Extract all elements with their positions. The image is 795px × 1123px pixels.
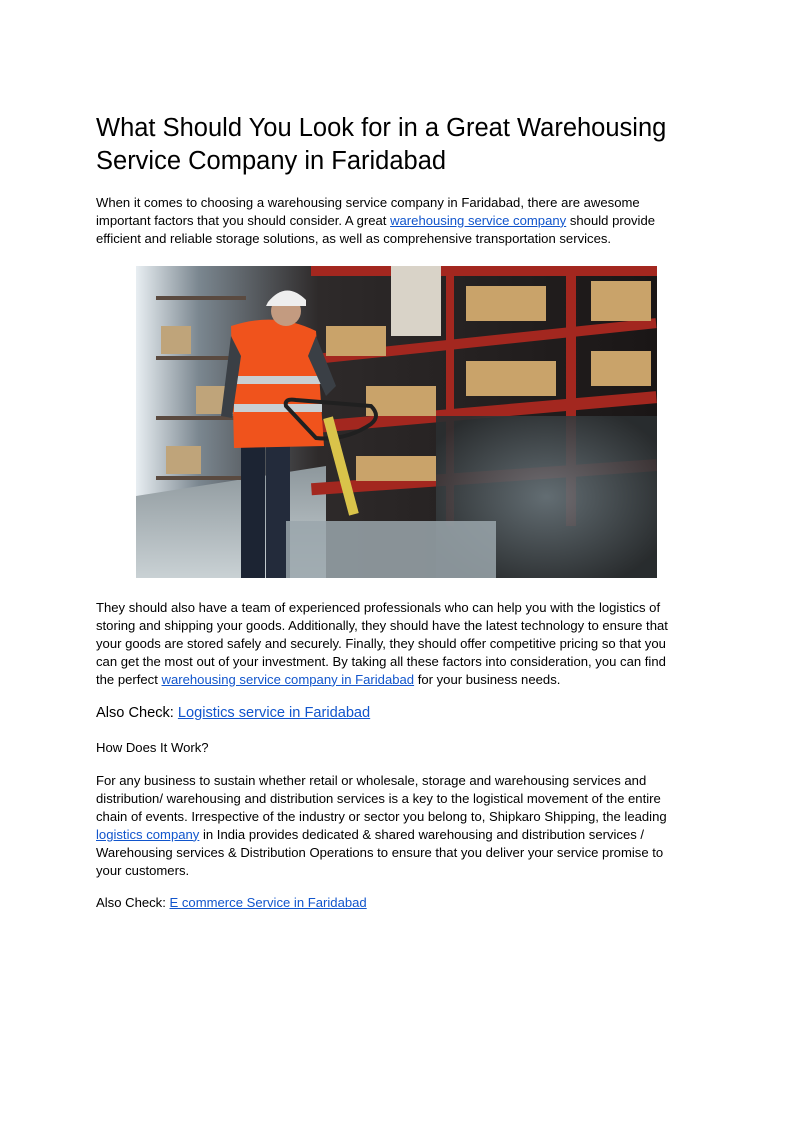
warehousing-faridabad-link[interactable]: warehousing service company in Faridabad — [161, 671, 415, 687]
also-check-logistics — [96, 704, 686, 722]
warehousing-service-company-link[interactable]: warehousing service company — [390, 212, 567, 228]
ecommerce-faridabad-link[interactable]: E commerce Service in Faridabad — [169, 895, 367, 910]
warehouse-worker-photo — [136, 266, 657, 578]
how-it-works-heading: How Does It Work? — [96, 740, 209, 755]
para3-text-before: For any business to sustain whether retail or wholesale, storage and warehousing services and distribution/ warehousing and distribution services is a key to the logistical movement of the entire chain of events. Irrespective of the industry or sector you belong to, Shipkaro Shipping, the leading — [96, 773, 667, 824]
para2-text-before: They should also have a team of experienced professionals who can help you with the logistics of storing and shipping your goods. Additionally, they should have the latest technology to ensure that your goods are stored safely and securely. Finally, they should offer competitive pricing so that you can get the most out of your investment. By taking all these factors into consideration, you can find the perfect — [96, 600, 668, 687]
professionals-paragraph — [96, 599, 686, 689]
also-check-label: Also Check: — [96, 895, 170, 910]
logistics-faridabad-link[interactable]: Logistics service in Faridabad — [177, 705, 371, 721]
intro-paragraph — [96, 194, 686, 248]
intro-text-after: should provide efficient and reliable storage solutions, as well as comprehensive transportation services. — [96, 212, 656, 246]
also-check-ecommerce — [96, 894, 686, 912]
para2-text-after: for your business needs. — [414, 671, 561, 687]
intro-text-before: When it comes to choosing a warehousing service company in Faridabad, there are awesome important factors that you should consider. A great — [96, 195, 640, 228]
para3-text-after: in India provides dedicated & shared warehousing and distribution services / Warehousing services & Distribution Operations to ensure that you deliver your service promise to your customers. — [96, 826, 664, 878]
page-title: What Should You Look for in a Great Warehousing Service Company in Faridabad — [96, 114, 667, 175]
also-check-label: Also Check: — [96, 705, 178, 721]
logistics-company-link[interactable]: logistics company — [96, 826, 200, 842]
distribution-paragraph — [96, 772, 686, 879]
